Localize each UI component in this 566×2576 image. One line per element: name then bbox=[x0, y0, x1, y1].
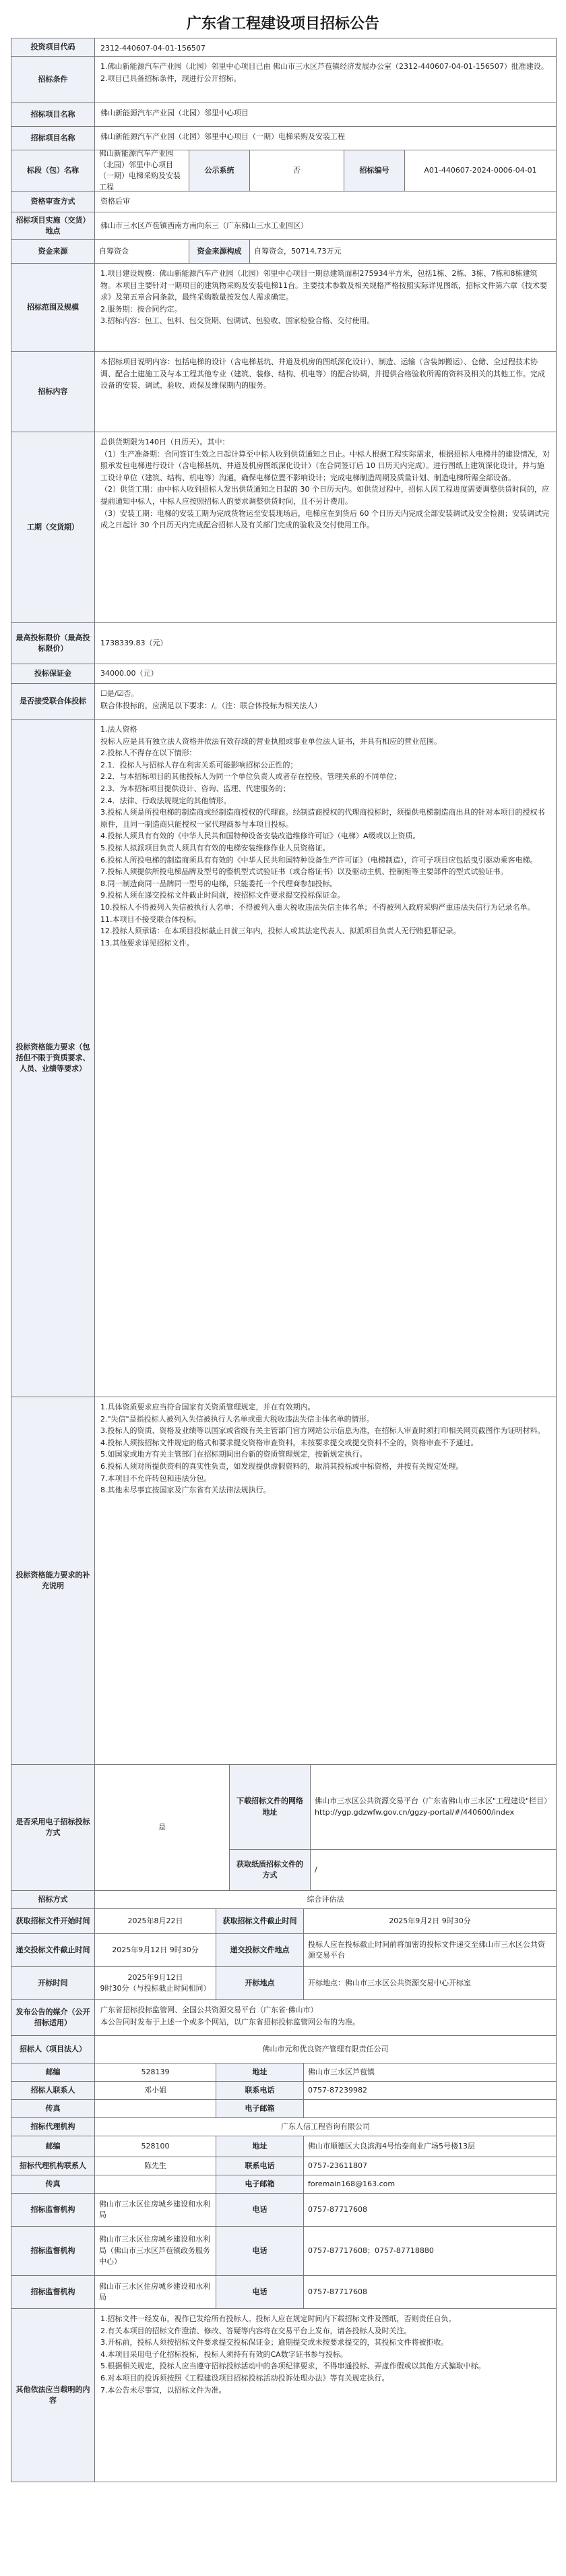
label-supervisor-2: 招标监督机构 bbox=[11, 2227, 95, 2275]
duration-value: 总供货期限为140日（日历天）。其中： （1）生产准备期：合同签订生效之日起计算至中标人收到供货通知之日止。中标人根据工程实际需求，根据招标人电梯井的建设情况，对照承发包电梯进行设计（含电梯基坑、井道及机房图纸深化设计）（在合同签订后 10 日历天内完成）。进行图纸上建筑深化设计，并与施工设计单位（建筑、结构、机电等）沟通，确保电梯位置不影响设计；完成电梯制造周期及质量计划、制造电梯所需全部设备。 （2）供货工期：由中标人收到招标人发出供货通知之日起的 30 个日历天内。如供货过程中，招标人因工程进度需要调整供货时间的，应提前通知中标人，中标人应按照招标人的要求调整供货时间，且不另计费用。 （3）安装工期：电梯的安装工期为完成货物运至安装现场后，电梯应在到货后 60 个日历天内完成全部安装调试及安全检测；安装调试完成之日起计 30 个日历天内完成配合招标人及有关部门完成的验收及交付使用工作。 bbox=[100, 438, 550, 530]
notice-table bbox=[11, 38, 557, 2482]
label-electronic: 是否采用电子招标投标方式 bbox=[11, 1765, 95, 1890]
a-postcode-value: 528100 bbox=[95, 2136, 216, 2157]
content-value: 本招标项目说明内容：包括电梯的设计（含电梯基坑、井道及机房的图纸深化设计）、制造、运输（含装卸搬运）、仓储、全过程技术协调、配合土建施工及与本工程其他专业（建筑、装修、结构、机电等）的配合协调，并提供合格验收所需的资料及相关的其他工作。完成设备的安装、调试、验收、质保及维保期内的服务。 bbox=[100, 357, 545, 390]
label-agent: 招标代理机构 bbox=[11, 2118, 95, 2136]
label-supervisor-1: 招标监督机构 bbox=[11, 2194, 95, 2226]
label-t-postcode: 邮编 bbox=[11, 2063, 95, 2081]
supervisor-3-value: 佛山市三水区住房城乡建设和水利局 bbox=[95, 2276, 216, 2308]
label-open-time: 开标时间 bbox=[11, 1967, 95, 1999]
get-start-value: 2025年8月22日 bbox=[95, 1909, 216, 1933]
label-a-address: 地址 bbox=[216, 2136, 304, 2157]
supervisor-2-phone: 0757-87717608；0757-87718880 bbox=[308, 2246, 434, 2255]
deposit-value: 34000.00（元） bbox=[100, 669, 158, 678]
submit-deadline-value: 2025年9月12日 9时30分 bbox=[95, 1934, 216, 1966]
section-name-value: 佛山新能源汽车产业园（北园）邻里中心项目（一期）电梯采购及安装工程 bbox=[100, 132, 345, 141]
agent-value: 广东人信工程咨询有限公司 bbox=[281, 2122, 370, 2132]
label-a-fax: 传真 bbox=[11, 2175, 95, 2193]
supervisor-1-value: 佛山市三水区住房城乡建设和水利局 bbox=[95, 2194, 216, 2226]
public-system-value: 否 bbox=[250, 150, 344, 191]
label-open-place: 开标地点 bbox=[216, 1967, 304, 1999]
a-contact-value: 陈先生 bbox=[95, 2157, 216, 2175]
t-contact-value: 邓小姐 bbox=[95, 2082, 216, 2099]
section-no-value: A01-440607-2024-0006-04-01 bbox=[424, 165, 537, 175]
label-t-fax: 传真 bbox=[11, 2100, 95, 2117]
label-max-price: 最高投标限价（最高投标限价） bbox=[11, 623, 95, 664]
a-phone-value: 0757-23611807 bbox=[308, 2161, 367, 2170]
label-deposit: 投标保证金 bbox=[11, 664, 95, 683]
method-value: 综合评估法 bbox=[307, 1895, 344, 1904]
download-address-value[interactable]: 佛山市三水区公共资源交易平台（广东省佛山市三水区"工程建设"栏目） http://ygp.gdzwfw.gov.cn/ggzy-portal/#/440600/index bbox=[315, 1796, 552, 1817]
get-method-value: / bbox=[315, 1865, 317, 1874]
label-fund-status: 资金来源构成 bbox=[189, 240, 250, 263]
supervisor-2-value: 佛山市三水区住房城乡建设和水利局（佛山市三水区芦苞镇政务服务中心） bbox=[95, 2227, 216, 2275]
label-biaoduan: 标段（包）名称 bbox=[11, 150, 95, 191]
label-media: 发布公告的媒介（公开招标适用） bbox=[11, 2000, 95, 2035]
location-value: 佛山市三水区芦苞镇西南方南向东三（广东佛山三水工业园区） bbox=[100, 221, 308, 231]
project-no-value: 2312-440607-04-01-156507 bbox=[100, 44, 206, 53]
fund-source-value: 自筹资金 bbox=[95, 240, 189, 263]
label-t-address: 地址 bbox=[216, 2063, 304, 2081]
label-get-start: 获取招标文件开始时间 bbox=[11, 1909, 95, 1933]
label-qualification: 资格审查方式 bbox=[11, 192, 95, 212]
joint-value: ☐是/☑否。 联合体投标的，应满足以下要求：/。（注：联合体投标为相关法人） bbox=[100, 689, 322, 710]
label-supervisor-3: 招标监督机构 bbox=[11, 2276, 95, 2308]
label-get-method: 获取纸质招标文件的方式 bbox=[230, 1850, 311, 1890]
label-content: 招标内容 bbox=[11, 352, 95, 432]
get-end-value: 2025年9月2日 9时30分 bbox=[389, 1916, 471, 1925]
max-price-value: 1738339.83（元） bbox=[100, 639, 168, 648]
label-a-phone: 联系电话 bbox=[216, 2157, 304, 2175]
conditions-value: 1.佛山新能源汽车产业园（北园）邻里中心项目已由 佛山市三水区芦苞镇经济发展办公室（2312-440607-04-01-156507）批准建设。 2.项目已具备招标条件，现进行公开招标。 bbox=[100, 62, 548, 83]
label-submit-deadline: 递交投标文件截止时间 bbox=[11, 1934, 95, 1966]
label-supplement: 投标资格能力要求的补充说明 bbox=[11, 1397, 95, 1764]
supervisor-1-phone: 0757-87717608 bbox=[308, 2204, 367, 2214]
tenderer-value: 佛山市元和优良资产管理有限责任公司 bbox=[262, 2045, 389, 2054]
label-conditions: 招标条件 bbox=[11, 57, 95, 103]
label-get-end: 获取招标文件截止时间 bbox=[216, 1909, 304, 1933]
label-project-no: 投资项目代码 bbox=[11, 38, 95, 56]
label-fund-source: 资金来源 bbox=[11, 240, 95, 263]
electronic-value: 是 bbox=[95, 1765, 230, 1890]
label-a-postcode: 邮编 bbox=[11, 2136, 95, 2157]
label-supervisor-1-phone: 电话 bbox=[216, 2194, 304, 2226]
biaoduan-name-value: 佛山新能源汽车产业园（北园）邻里中心项目（一期）电梯采购及安装工程 bbox=[95, 150, 189, 191]
label-project-name: 招标项目名称 bbox=[11, 103, 95, 126]
label-joint: 是否接受联合体投标 bbox=[11, 684, 95, 719]
label-location: 招标项目实施（交货）地点 bbox=[11, 212, 95, 239]
supplement-value: 1.具体资质要求应当符合国家有关资质管理规定，并在有效期内。 2."失信"是指投标人被列入失信被执行人名单或重大税收违法失信主体名单的情形。 3.投标人的资质、资格及业绩等以国家或省级有关主管部门官方网站公示信息为准，在招标人审查时须打印相关网页截图作为证明材料。 4.投标人须按招标文件规定的格式和要求提交资格审查资料，未按要求提交或提交资料不全的，资格审查不予通过。 5.如国家或地方有关主管部门在招标期间出台新的资质管理规定，按新规定执行。 6.投标人须对所提供资料的真实性负责，如发现提供虚假资料的，取消其投标或中标资格，并按有关规定处理。 7.本项目不允许转包和违法分包。 8.其他未尽事宜按国家及广东省有关法律法规执行。 bbox=[100, 1403, 545, 1495]
page-title: 广东省工程建设项目招标公告 bbox=[186, 16, 379, 32]
label-supervisor-2-phone: 电话 bbox=[216, 2227, 304, 2275]
label-submit-address: 递交投标文件地点 bbox=[216, 1934, 304, 1966]
label-a-email: 电子邮箱 bbox=[216, 2175, 304, 2193]
label-requirements: 投标资格能力要求（包括但不限于资质要求、人员、业绩等要求） bbox=[11, 720, 95, 1397]
label-t-email: 电子邮箱 bbox=[216, 2100, 304, 2117]
label-method: 招标方式 bbox=[11, 1891, 95, 1908]
a-email-value[interactable]: foremain168@163.com bbox=[308, 2179, 396, 2188]
a-address-value: 佛山市顺德区大良滨海4号怡泰商业广场5号楼13层 bbox=[308, 2141, 475, 2150]
t-phone-value: 0757-87239982 bbox=[308, 2085, 367, 2095]
other-value: 1.招标文件一经发布，视作已发给所有投标人。投标人应在规定时间内下载招标文件及图纸，否则责任自负。 2.有关本项目的招标文件澄清、修改、答疑等内容将在交易平台上发布，请各投标人及时关注。 3.开标前，投标人须按招标文件要求提交投标保证金；逾期提交或未按要求提交的，其投标文件将被拒收。 4.本项目采用电子化招标投标，投标人须持有有效的CA数字证书参与投标。 5.根据相关规定，投标人应当遵守招标投标活动中的各项纪律要求，不得串通投标、弄虚作假或以其他方式骗取中标。 6.对本项目的投诉须按照《工程建设项目招标投标活动投诉处理办法》等有关规定执行。 7.本公告未尽事宜，以招标文件为准。 bbox=[100, 2314, 486, 2395]
qualification-value: 资格后审 bbox=[100, 197, 130, 206]
label-scope: 招标范围及规模 bbox=[11, 264, 95, 351]
fund-status-value: 自筹资金，50714.73万元 bbox=[254, 246, 342, 256]
supervisor-3-phone: 0757-87717608 bbox=[308, 2287, 367, 2296]
submit-address-value: 投标人应在投标截止时间前将加密的投标文件递交至佛山市三水区公共资源交易平台 bbox=[308, 1939, 545, 1960]
label-t-phone: 联系电话 bbox=[216, 2082, 304, 2099]
label-tenderer: 招标人（项目法人） bbox=[11, 2036, 95, 2063]
media-value: 广东省招标投标监管网、全国公共资源交易平台（广东省·佛山市） 本公告同时发布于上述一个或多个网站，以广东省招标投标监管网公布的为准。 bbox=[100, 2006, 360, 2026]
project-name-value: 佛山新能源汽车产业园（北园）邻里中心项目 bbox=[100, 109, 249, 117]
label-t-contact: 招标人联系人 bbox=[11, 2082, 95, 2099]
open-place-value: 开标地点：佛山市三水区公共资源交易中心开标室 bbox=[308, 1978, 471, 1987]
open-time-value: 2025年9月12日 9时30分（与投标截止时间相同） bbox=[95, 1967, 216, 1999]
t-postcode-value: 528139 bbox=[95, 2063, 216, 2081]
scope-value: 1.项目建设规模：佛山新能源汽车产业园（北园）邻里中心项目一期总建筑面积275934平方米，包括1栋、2栋、3栋、7栋和8栋建筑物。本项目主要针对一期项目的建筑物采购及安装电梯11台。主要技术参数及相关规格严格按照实际详见图纸，招标文件第六章《技术要求》及第五章合同条款，最终采购数量按发包人需求确定。 2.服务期：按合同约定。 3.招标内容：包工、包料、包交货期、包调试、包验收、国家检验合格、交付使用。 bbox=[100, 269, 547, 326]
label-public-system: 公示系统 bbox=[189, 150, 250, 191]
t-address-value: 佛山市三水区芦苞镇 bbox=[308, 2067, 375, 2076]
requirements-value: 1.法人资格 投标人应是具有独立法人资格并依法有效存续的营业执照或事业单位法人证书，并具有相应的营业范围。 2.投标人不得存在以下情形： 2.1．投标人与招标人存在利害关系可能影响招标公正性的； 2.2．与本招标项目的其他投标人为同一个单位负责人或者存在控股、管理关系的不同单位； 2.3．为本招标项目提供设计、咨询、监理、代建服务的； 2.4．法律、行政法规规定的其他情形。 3.投标人须是所投电梯的制造商或经制造商授权的代理商。经制造商授权的代理商投标时，须提供电梯制造商出具的针对本项目的授权书原件，且同一制造商只能授权一家代理商参与本项目投标。 4.投标人须具有有效的《中华人民共和国特种设备安装改造维修许可证》（电梯）A级或以上资质。 5.投标人拟派项目负责人须具有有效的电梯安装维修作业人员资格证。 6.投标人所投电梯的制造商须具有有效的《中华人民共和国特种设备生产许可证》（电梯制造），许可子项目应包括曳引驱动乘客电梯。 7.投标人须提供所投电梯品牌及型号的整机型式试验证书（或合格证书）以及驱动主机、控制柜等主要部件的型式试验证书。 8.同一制造商同一品牌同一型号的电梯，只能委托一个代理商参加投标。 9.投标人须在递交投标文件截止时间前，按招标文件要求提交投标保证金。 10.投标人不得被列入失信被执行人名单；不得被列入重大税收违法失信主体名单；不得被列入政府采购严重违法失信行为记录名单。 11.本项目不接受联合体投标。 12.投标人须承诺：在本项目投标截止日前三年内，投标人或其法定代表人、拟派项目负责人无行贿犯罪记录。 13.其他要求详见招标文件。 bbox=[100, 725, 545, 947]
label-section-no: 招标编号 bbox=[344, 150, 405, 191]
label-other: 其他依法应当载明的内容 bbox=[11, 2309, 95, 2482]
label-a-contact: 招标代理机构联系人 bbox=[11, 2157, 95, 2175]
label-supervisor-3-phone: 电话 bbox=[216, 2276, 304, 2308]
label-section-name: 招标项目名称 bbox=[11, 127, 95, 150]
label-duration: 工期（交货期） bbox=[11, 432, 95, 622]
label-download-address: 下载招标文件的网络地址 bbox=[230, 1765, 311, 1849]
